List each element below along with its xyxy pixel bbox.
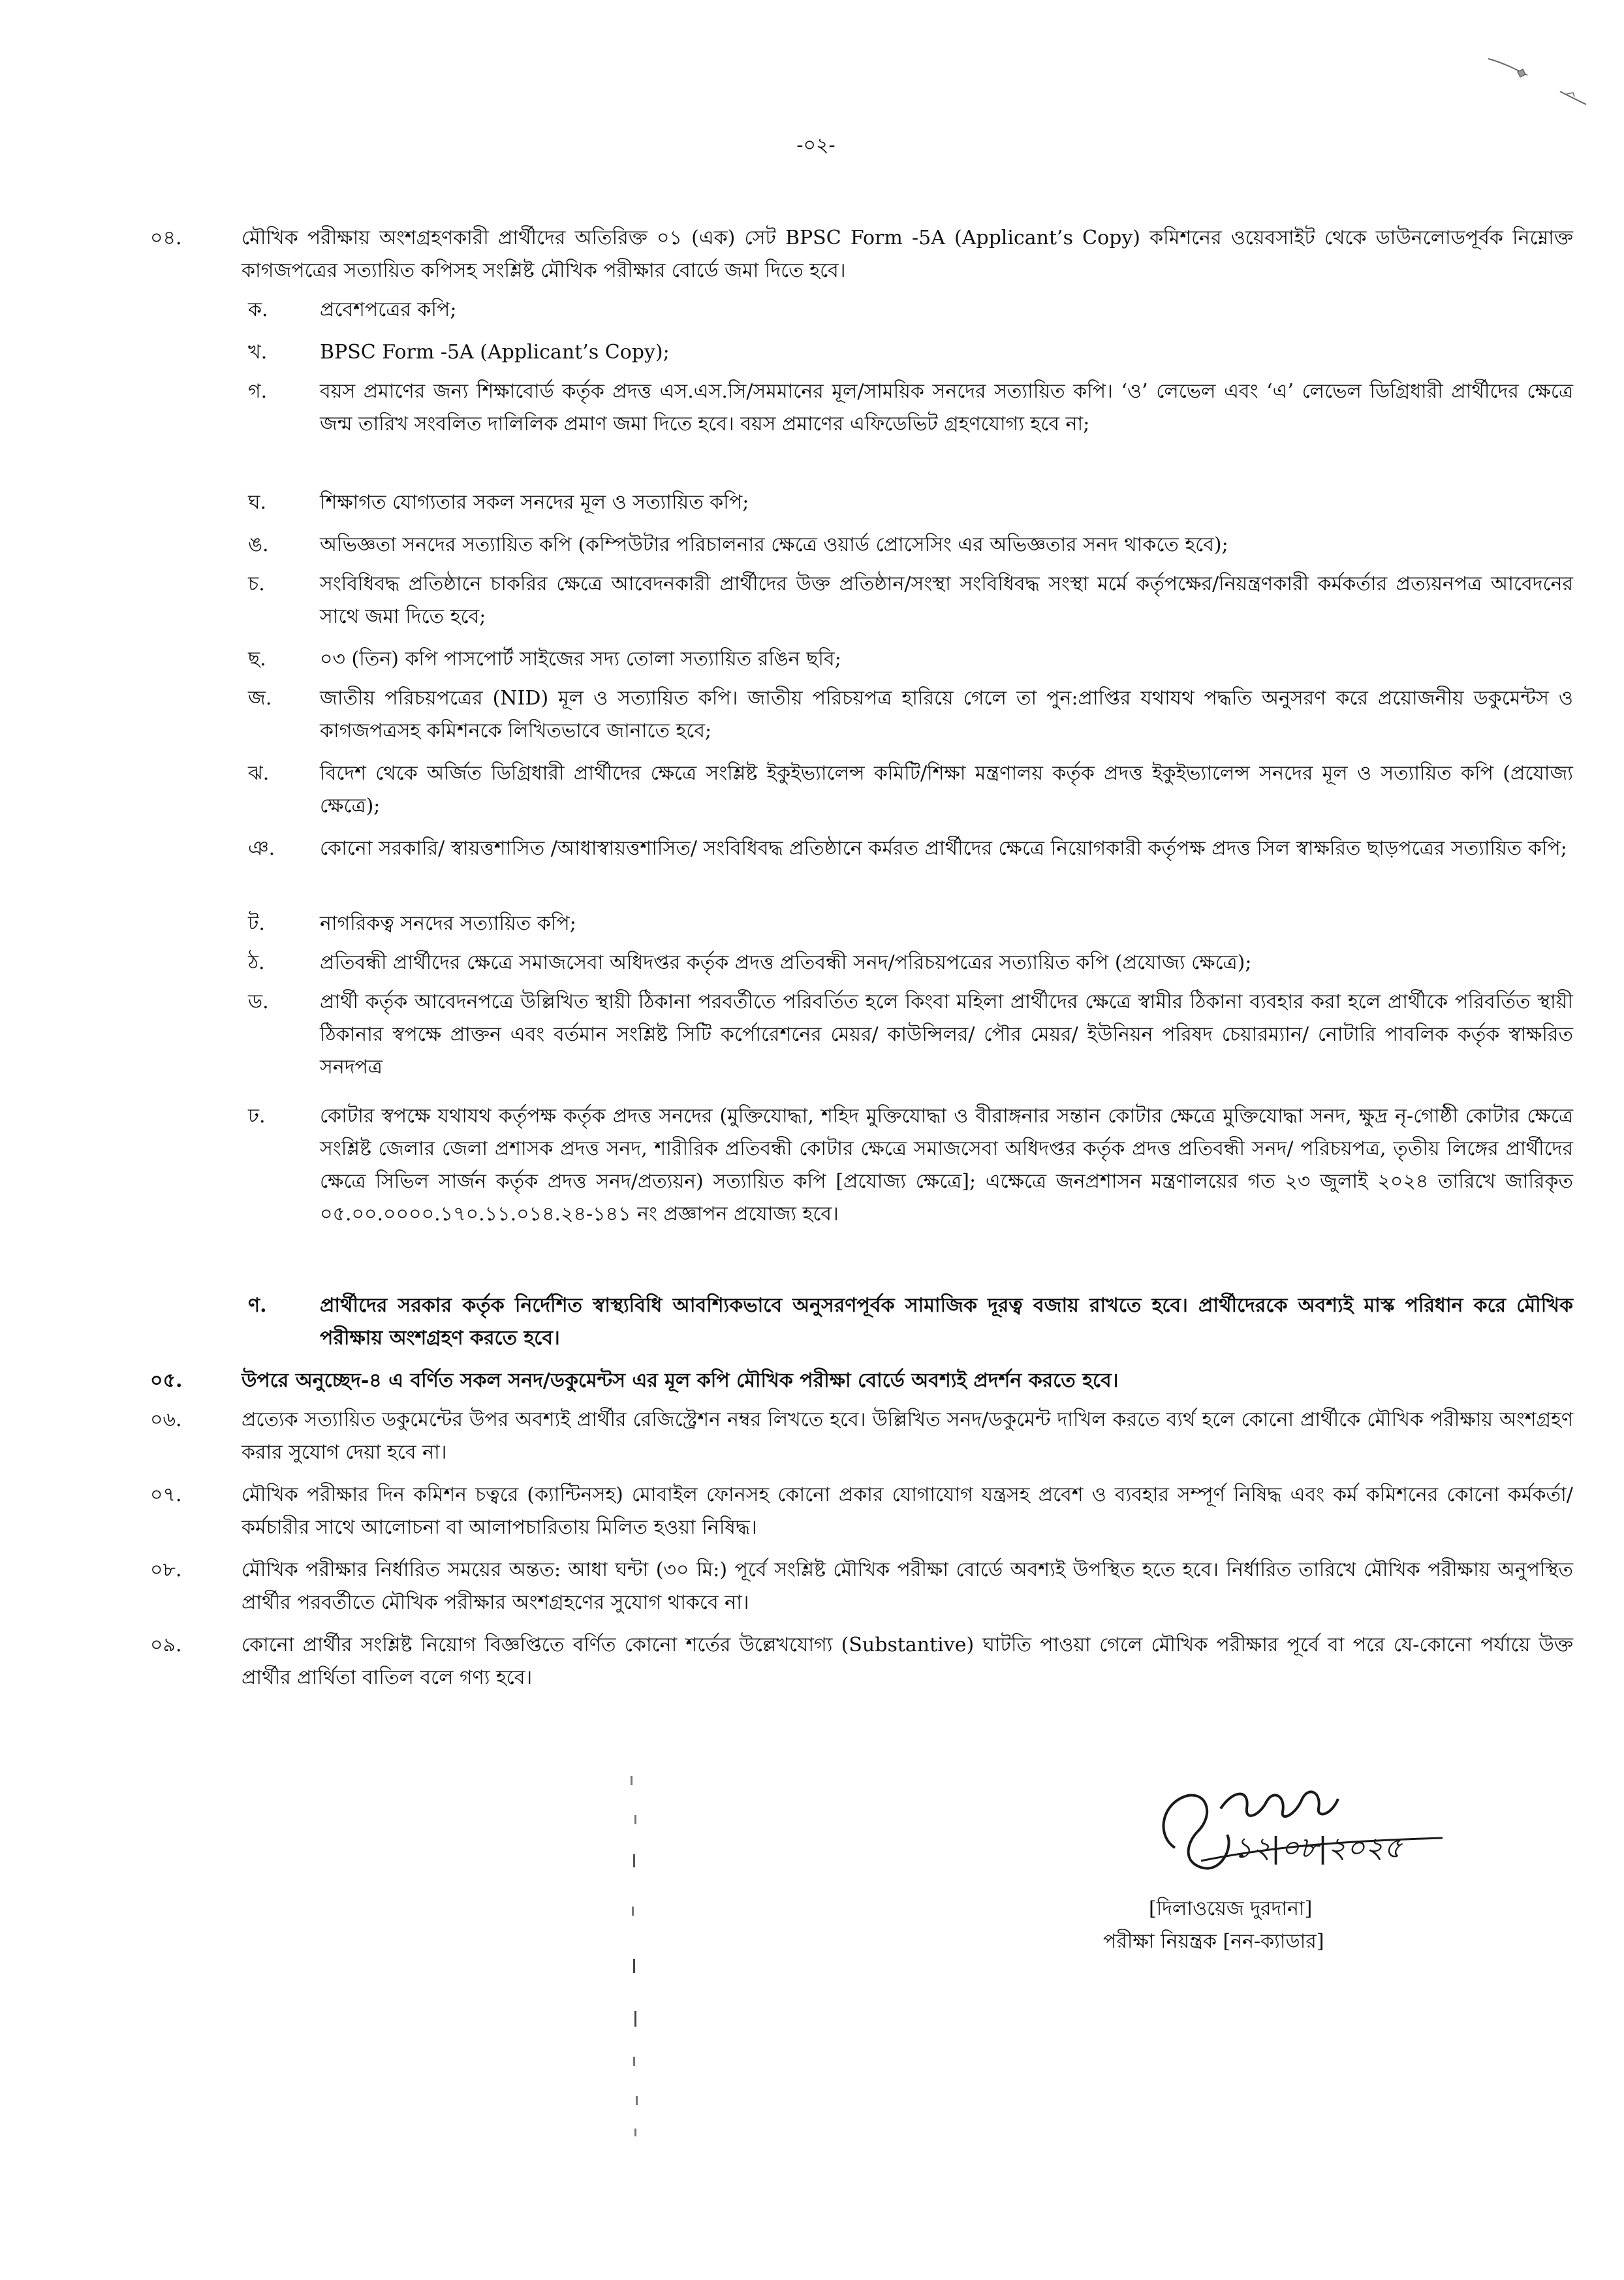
item-text: নাগরিকত্ব সনদের সত্যায়িত কপি; — [320, 912, 576, 935]
page-number: -০২- — [796, 134, 835, 157]
pen-mark-scribble — [1482, 46, 1593, 118]
paragraph-08 — [150, 1554, 1573, 1619]
item-text: শিক্ষাগত যোগ্যতার সকল সনদের মূল ও সত্যায়িত কপি; — [320, 491, 749, 514]
paragraph-05 — [150, 1365, 1573, 1397]
item-label: ঙ. — [248, 533, 269, 556]
item-label: ঞ. — [248, 837, 275, 860]
paragraph-number: ০৫. — [150, 1369, 183, 1392]
paragraph-text: মৌখিক পরীক্ষায় অংশগ্রহণকারী প্রার্থীদের অতিরিক্ত ০১ (এক) সেট BPSC Form -5A (Applicant’s Copy) কমিশনের ওয়েবসাইট থেকে ডাউনলোডপূর্বক নিম্নোক্ত কাগজপত্রের সত্যায়িত কপিসহ সংশ্লিষ্ট মৌখিক পরীক্ষার বোর্ডে জমা দিতে হবে। — [242, 227, 1573, 282]
item-text: ০৩ (তিন) কপি পাসপোর্ট সাইজের সদ্য তোলা সত্যায়িত রঙিন ছবি; — [320, 648, 841, 671]
item-label: জ. — [248, 687, 272, 710]
item-cha — [248, 643, 1573, 676]
item-text: কোনো সরকারি/ স্বায়ত্তশাসিত /আধাস্বায়ত্তশাসিত/ সংবিধিবদ্ধ প্রতিষ্ঠানে কর্মরত প্রার্থীদের ক্ষেত্রে নিয়োগকারী কর্তৃপক্ষ প্রদত্ত সিল স্বাক্ষরিত ছাড়পত্রের সত্যায়িত কপি; — [320, 837, 1567, 860]
item-ga — [248, 375, 1573, 441]
handwritten-signature — [1136, 1769, 1475, 1887]
item-text: বিদেশ থেকে অর্জিত ডিগ্রিধারী প্রার্থীদের ক্ষেত্রে সংশ্লিষ্ট ইকুইভ্যালেন্স কমিটি/শিক্ষা মন্ত্রণালয় কর্তৃক প্রদত্ত ইকুইভ্যালেন্স সনদের মূল ও সত্যায়িত কপি (প্রযোজ্য ক্ষেত্রে); — [320, 762, 1573, 817]
item-text: প্রতিবন্ধী প্রার্থীদের ক্ষেত্রে সমাজসেবা অধিদপ্তর কর্তৃক প্রদত্ত প্রতিবন্ধী সনদ/পরিচয়পত্রের সত্যায়িত কপি (প্রযোজ্য ক্ষেত্রে); — [320, 951, 1252, 974]
item-tta — [248, 908, 1573, 940]
paragraph-06 — [150, 1404, 1573, 1469]
paragraph-number: ০৯. — [150, 1634, 182, 1656]
item-label: ক. — [248, 298, 268, 321]
paragraph-number: ০৪. — [150, 227, 182, 249]
item-text: BPSC Form -5A (Applicant’s Copy); — [320, 341, 670, 364]
item-label: ণ. — [248, 1294, 267, 1317]
paragraph-text: প্রত্যেক সত্যায়িত ডকুমেন্টের উপর অবশ্যই প্রার্থীর রেজিস্ট্রেশন নম্বর লিখতে হবে। উল্লিখিত সনদ/ডকুমেন্ট দাখিল করতে ব্যর্থ হলে কোনো প্রার্থীকে মৌখিক পরীক্ষায় অংশগ্রহণ করার সুযোগ দেয়া হবে না। — [242, 1408, 1573, 1464]
item-label: গ. — [248, 380, 268, 403]
item-label: ঘ. — [248, 491, 267, 514]
item-text: প্রবেশপত্রের কপি; — [320, 298, 457, 321]
item-ka — [248, 294, 1573, 326]
item-text: বয়স প্রমাণের জন্য শিক্ষাবোর্ড কর্তৃক প্রদত্ত এস.এস.সি/সমমানের মূল/সাময়িক সনদের সত্যায়িত কপি। ‘ও’ লেভেল এবং ‘এ’ লেভেল ডিগ্রিধারী প্রার্থীদের ক্ষেত্রে জন্ম তারিখ সংবলিত দালিলিক প্রমাণ জমা দিতে হবে। বয়স প্রমাণের এফিডেভিট গ্রহণযোগ্য হবে না; — [320, 380, 1573, 435]
item-label: ঝ. — [248, 762, 270, 785]
paragraph-07 — [150, 1479, 1573, 1544]
item-text: প্রার্থী কর্তৃক আবেদনপত্রে উল্লিখিত স্থায়ী ঠিকানা পরবর্তীতে পরিবর্তিত হলে কিংবা মহিলা প্রার্থীদের ক্ষেত্রে স্বামীর ঠিকানা ব্যবহার করা হলে প্রার্থীকে পরিবর্তিত স্থায়ী ঠিকানার স্বপক্ষে প্রাক্তন এবং বর্তমান সংশ্লিষ্ট সিটি কর্পোরেশনের মেয়র/ কাউন্সিলর/ পৌর মেয়র/ ইউনিয়ন পরিষদ চেয়ারম্যান/ নোটারি পাবলিক কর্তৃক স্বাক্ষরিত সনদপত্র — [320, 990, 1573, 1079]
item-umo — [248, 529, 1573, 562]
paragraph-04 — [150, 222, 1573, 287]
signatory-name: [দিলাওয়েজ দুরদানা] — [1149, 1897, 1313, 1920]
item-label: চ. — [248, 573, 265, 595]
item-label: ট. — [248, 912, 265, 935]
scan-artifact-marks — [627, 1776, 646, 2142]
item-label: ছ. — [248, 648, 266, 671]
item-label: ড. — [248, 990, 269, 1013]
paragraph-number: ০৭. — [150, 1483, 182, 1506]
paragraph-text: কোনো প্রার্থীর সংশ্লিষ্ট নিয়োগ বিজ্ঞপ্তিতে বর্ণিত কোনো শর্তের উল্লেখযোগ্য (Substantive) ঘাটতি পাওয়া গেলে মৌখিক পরীক্ষার পূর্বে বা পরে যে-কোনো পর্যায়ে উক্ত প্রার্থীর প্রার্থিতা বাতিল বলে গণ্য হবে। — [242, 1634, 1573, 1689]
item-ca — [248, 568, 1573, 633]
paragraph-text: মৌখিক পরীক্ষার নির্ধারিত সময়ের অন্তত: আধা ঘন্টা (৩০ মি:) পূর্বে সংশ্লিষ্ট মৌখিক পরীক্ষা বোর্ডে অবশ্যই উপস্থিত হতে হবে। নির্ধারিত তারিখে মৌখিক পরীক্ষায় অনুপস্থিত প্রার্থীর পরবর্তীতে মৌখিক পরীক্ষার অংশগ্রহণের সুযোগ থাকবে না। — [242, 1559, 1573, 1614]
item-ttha — [248, 947, 1573, 979]
item-text: জাতীয় পরিচয়পত্রের (NID) মূল ও সত্যায়িত কপি। জাতীয় পরিচয়পত্র হারিয়ে গেলে তা পুন:প্রাপ্তির যথাযথ পদ্ধতি অনুসরণ করে প্রয়োজনীয় ডকুমেন্টস ও কাগজপত্রসহ কমিশনকে লিখিতভাবে জানাতে হবে; — [320, 687, 1573, 742]
item-jha — [248, 757, 1573, 823]
paragraph-text: উপরে অনুচ্ছেদ-৪ এ বর্ণিত সকল সনদ/ডকুমেন্টস এর মূল কপি মৌখিক পরীক্ষা বোর্ডে অবশ্যই প্রদর্শন করতে হবে। — [242, 1369, 1119, 1392]
item-ja — [248, 682, 1573, 748]
paragraph-number: ০৮. — [150, 1559, 182, 1581]
item-nya — [248, 832, 1573, 865]
signatory-title: পরীক্ষা নিয়ন্ত্রক [নন-ক্যাডার] — [1103, 1930, 1324, 1953]
item-nna — [248, 1290, 1573, 1355]
item-text: কোটার স্বপক্ষে যথাযথ কর্তৃপক্ষ কর্তৃক প্রদত্ত সনদের (মুক্তিযোদ্ধা, শহিদ মুক্তিযোদ্ধা ও বীরাঙ্গনার সন্তান কোটার ক্ষেত্রে মুক্তিযোদ্ধা সনদ, ক্ষুদ্র নৃ-গোষ্ঠী কোটার ক্ষেত্রে সংশ্লিষ্ট জেলার জেলা প্রশাসক প্রদত্ত সনদ, শারীরিক প্রতিবন্ধী কোটার ক্ষেত্রে সমাজসেবা অধিদপ্তর কর্তৃক প্রদত্ত প্রতিবন্ধী সনদ/ পরিচয়পত্র, তৃতীয় লিঙ্গের প্রার্থীদের ক্ষেত্রে সিভিল সার্জন কর্তৃক প্রদত্ত সনদ/প্রত্যয়ন) সত্যায়িত কপি [প্রযোজ্য ক্ষেত্রে]; এক্ষেত্রে জনপ্রশাসন মন্ত্রণালয়ের গত ২৩ জুলাই ২০২৪ তারিখে জারিকৃত ০৫.০০.০০০০.১৭০.১১.০১৪.২৪-১৪১ নং প্রজ্ঞাপন প্রযোজ্য হবে। — [320, 1105, 1573, 1226]
handwritten-date: ১২|০৮|২০২৫ — [1234, 1831, 1403, 1865]
item-ddha — [248, 1100, 1573, 1231]
paragraph-number: ০৬. — [150, 1408, 182, 1431]
item-gha — [248, 486, 1573, 519]
item-kha — [248, 336, 1573, 369]
paragraph-09 — [150, 1629, 1573, 1694]
item-label: ঠ. — [248, 951, 265, 974]
item-label: ঢ. — [248, 1105, 266, 1128]
item-label: খ. — [248, 341, 268, 364]
item-text: সংবিধিবদ্ধ প্রতিষ্ঠানে চাকরির ক্ষেত্রে আবেদনকারী প্রার্থীদের উক্ত প্রতিষ্ঠান/সংস্থা সংবিধিবদ্ধ সংস্থা মর্মে কর্তৃপক্ষের/নিয়ন্ত্রণকারী কর্মকর্তার প্রত্যয়নপত্র আবেদনের সাথে জমা দিতে হবে; — [320, 573, 1573, 628]
item-dda — [248, 986, 1573, 1084]
paragraph-text: মৌখিক পরীক্ষার দিন কমিশন চত্বরে (ক্যান্টিনসহ) মোবাইল ফোনসহ কোনো প্রকার যোগাযোগ যন্ত্রসহ প্রবেশ ও ব্যবহার সম্পূর্ণ নিষিদ্ধ এবং কর্ম কমিশনের কোনো কর্মকর্তা/কর্মচারীর সাথে আলোচনা বা আলাপচারিতায় মিলিত হওয়া নিষিদ্ধ। — [242, 1483, 1573, 1539]
item-text: অভিজ্ঞতা সনদের সত্যায়িত কপি (কম্পিউটার পরিচালনার ক্ষেত্রে ওয়ার্ড প্রোসেসিং এর অভিজ্ঞতার সনদ থাকতে হবে); — [320, 533, 1228, 556]
item-text: প্রার্থীদের সরকার কর্তৃক নির্দেশিত স্বাস্থ্যবিধি আবশ্যিকভাবে অনুসরণপূর্বক সামাজিক দূরত্ব বজায় রাখতে হবে। প্রার্থীদেরকে অবশ্যই মাস্ক পরিধান করে মৌখিক পরীক্ষায় অংশগ্রহণ করতে হবে। — [320, 1294, 1573, 1350]
